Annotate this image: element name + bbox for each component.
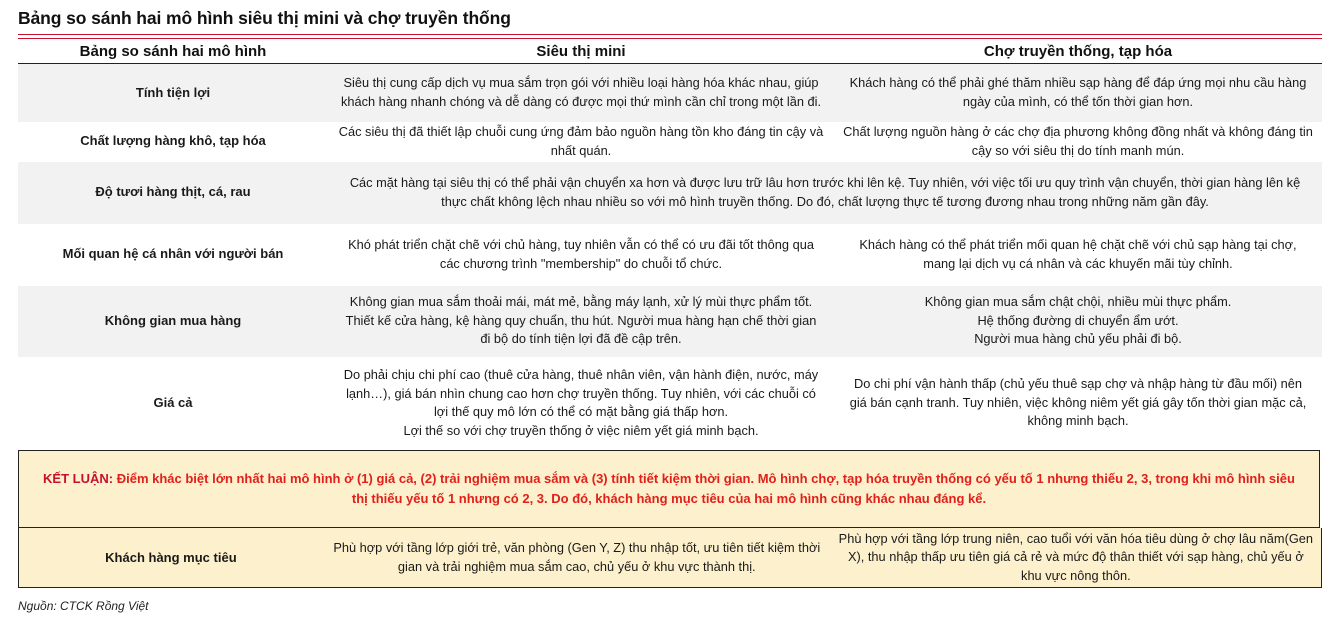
cell-merged: Các mặt hàng tại siêu thị có thể phải vận chuyển xa hơn và được lưu trữ lâu hơn trước khi lên kệ. Tuy nhiên, với việc tối ưu quy trình vận chuyển, thời gian hàng lên kệ thực chất không lệch nhau nhiều so với mô hình truyền thống. Do đó, chất lượng thực tế tương đương nhau trong những năm gần đây.: [328, 162, 1322, 224]
title-rule-2: [18, 38, 1322, 39]
target-market: Phù hợp với tầng lớp trung niên, cao tuổi với văn hóa tiêu dùng ở chợ lâu năm(Gen X), thu nhập thấp ưu tiên giá cả rẻ và mức độ thân thiết với sạp hàng, chủ yếu ở khu vực nông thôn.: [838, 530, 1314, 583]
page-title: Bảng so sánh hai mô hình siêu thị mini và chợ truyền thống: [18, 8, 511, 28]
cell-market: Chất lượng nguồn hàng ở các chợ địa phương không đồng nhất và không đáng tin cậy so với siêu thị do tính manh mún.: [843, 124, 1313, 158]
cell-mini: Khó phát triển chặt chẽ với chủ hàng, tuy nhiên vẫn có thể có ưu đãi tốt thông qua các chương trình "membership" do chuỗi tổ chức.: [348, 237, 814, 271]
market-line: Không gian mua sắm chật chội, nhiều mùi thực phẩm.: [924, 294, 1232, 310]
row-label: Chất lượng hàng khô, tạp hóa: [80, 133, 266, 149]
table-row: [18, 162, 1322, 224]
cell-mini: Các siêu thị đã thiết lập chuỗi cung ứng đảm bảo nguồn hàng tồn kho đáng tin cậy và nhất quán.: [338, 124, 824, 158]
table-row: [18, 357, 1322, 450]
source-note: Nguồn: CTCK Rồng Việt: [18, 599, 149, 613]
row-label: Không gian mua hàng: [18, 286, 328, 357]
target-customer-row: [18, 528, 1322, 588]
row-label: Giá cả: [153, 394, 193, 410]
conclusion-text: Điểm khác biệt lớn nhất hai mô hình ở (1) giá cả, (2) trải nghiệm mua sắm và (3) tính tiết kiệm thời gian. Mô hình chợ, tạp hóa truyền thống có yếu tố 1 nhưng thiếu 2, 3, trong khi mô hình siêu thị thiếu yếu tố 1 nhưng có 2, 3. Do đó, khách hàng mục tiêu của hai mô hình cũng khác nhau đáng kể.: [116, 471, 1295, 506]
header-mini-market: Siêu thị mini: [328, 40, 834, 64]
table-row: [18, 122, 1322, 162]
row-label: Mối quan hệ cá nhân với người bán: [62, 246, 284, 262]
cell-market: Khách hàng có thể phải ghé thăm nhiều sạp hàng để đáp ứng mọi nhu cầu hàng ngày của mình, có thể tốn thời gian hơn.: [834, 64, 1322, 122]
comparison-table: [18, 40, 1322, 450]
market-line: Người mua hàng chủ yếu phải đi bộ.: [974, 331, 1182, 347]
cell-market: Do chi phí vận hành thấp (chủ yếu thuê sạp chợ và nhập hàng từ đầu mối) nên giá bán cạnh tranh. Tuy nhiên, việc không niêm yết giá gây tốn thời gian mặc cả, không minh bạch.: [849, 376, 1307, 429]
target-mini: Phù hợp với tầng lớp giới trẻ, văn phòng (Gen Y, Z) thu nhập tốt, ưu tiên tiết kiệm thời gian và trải nghiệm mua sắm cao, chủ yếu ở khu vực thành thị.: [333, 540, 821, 574]
cell-mini-text: Do phải chịu chi phí cao (thuê cửa hàng, thuê nhân viên, vận hành điện, nước, máy lạnh…), giá bán nhìn chung cao hơn chợ truyền thống. Tuy nhiên, với các chuỗi có lợi thế quy mô lớn có thể có mặt bằng giá thấp hơn.: [343, 367, 819, 419]
cell-market: Khách hàng có thể phát triển mối quan hệ chặt chẽ với chủ sạp hàng tại chợ, mang lại dịch vụ cá nhân và các khuyến mãi tùy chỉnh.: [859, 237, 1297, 271]
cell-mini: [328, 357, 834, 450]
row-label: Độ tươi hàng thịt, cá, rau: [18, 162, 328, 224]
cell-mini: Siêu thị cung cấp dịch vụ mua sắm trọn gói với nhiều loại hàng hóa khác nhau, giúp khách hàng nhanh chóng và dễ dàng có được mọi thứ mình cần chỉ trong một lần đi.: [328, 64, 834, 122]
table-row: [18, 64, 1322, 122]
cell-mini: Không gian mua sắm thoải mái, mát mẻ, bằng máy lạnh, xử lý mùi thực phẩm tốt. Thiết kế cửa hàng, kệ hàng quy chuẩn, thu hút. Người mua hàng hạn chế thời gian đi bộ do tính tiện lợi đã đề cập trên.: [328, 286, 834, 357]
row-label: Tính tiện lợi: [18, 64, 328, 122]
header-criteria: Bảng so sánh hai mô hình: [18, 40, 328, 64]
table-row: [18, 286, 1322, 357]
conclusion-box: [18, 450, 1320, 528]
title-rule: [18, 34, 1322, 35]
cell-market: [834, 286, 1322, 357]
table-row: [18, 224, 1322, 286]
cell-mini-extra: Lợi thế so với chợ truyền thống ở việc niêm yết giá minh bạch.: [403, 422, 759, 438]
header-traditional-market: Chợ truyền thống, tạp hóa: [834, 40, 1322, 64]
table-header-row: [18, 40, 1322, 64]
conclusion-lead: KẾT LUẬN:: [43, 471, 117, 486]
target-label: Khách hàng mục tiêu: [105, 550, 237, 565]
market-line: Hệ thống đường di chuyển ẩm ướt.: [977, 312, 1179, 328]
